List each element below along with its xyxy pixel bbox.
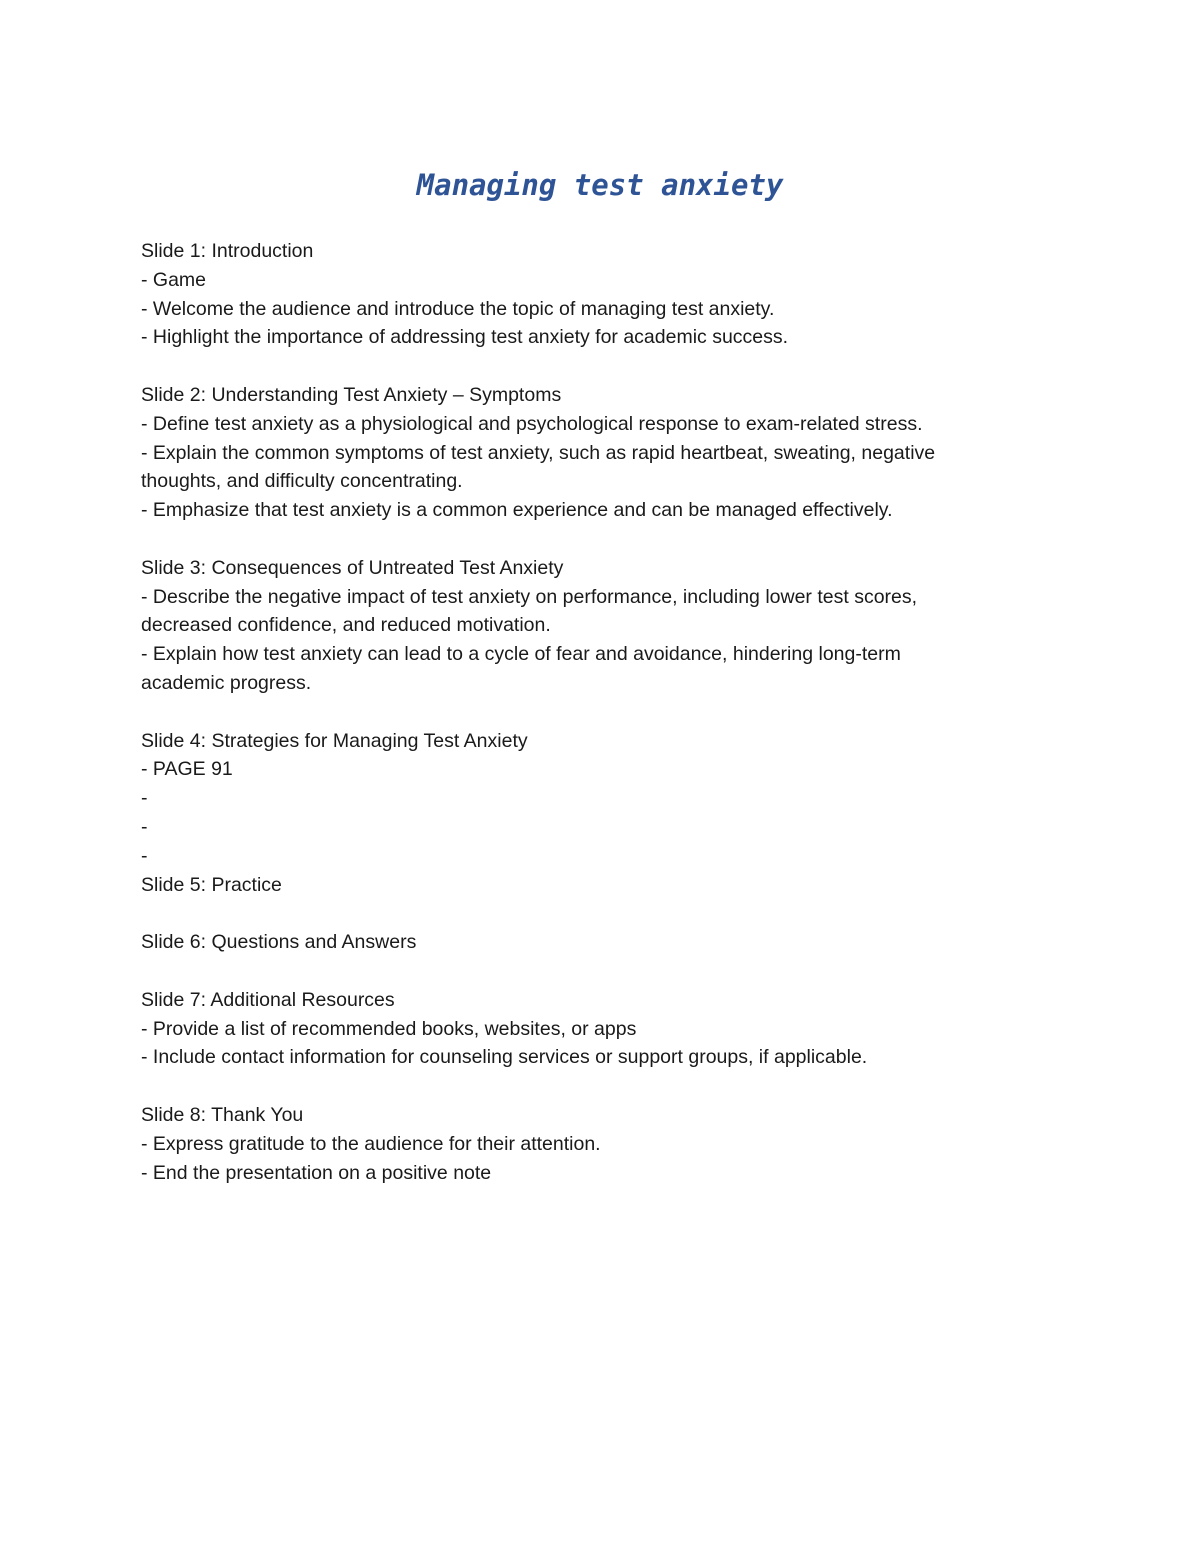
slide-4-line: -: [141, 844, 148, 867]
slide-5-heading: Slide 5: Practice: [141, 873, 282, 896]
slide-2-line: - Explain the common symptoms of test anxiety, such as rapid heartbeat, sweating, negative: [141, 441, 936, 464]
slide-2-line: thoughts, and difficulty concentrating.: [141, 470, 463, 493]
paragraph-gap: [141, 899, 1041, 928]
slide-7-heading: Slide 7: Additional Resources: [141, 988, 395, 1011]
slide-7-line: - Include contact information for counseling services or support groups, if applicable.: [141, 1046, 868, 1069]
slide-3-line: - Describe the negative impact of test anxiety on performance, including lower test scores,: [141, 585, 918, 608]
slide-2-heading: Slide 2: Understanding Test Anxiety – Symptoms: [141, 383, 562, 406]
paragraph-gap: [141, 698, 1041, 727]
paragraph-gap: [141, 525, 1041, 554]
slide-7-line: - Provide a list of recommended books, websites, or apps: [141, 1017, 637, 1040]
slide-3-heading: Slide 3: Consequences of Untreated Test Anxiety: [141, 556, 564, 579]
slide-3-line: - Explain how test anxiety can lead to a cycle of fear and avoidance, hindering long-term: [141, 643, 901, 666]
slide-4-line: -: [141, 787, 148, 810]
slide-1-line: - Welcome the audience and introduce the topic of managing test anxiety.: [141, 297, 775, 320]
document-body: [141, 237, 1041, 1187]
slide-4-line: - PAGE 91: [141, 758, 233, 781]
slide-8-line: - Express gratitude to the audience for their attention.: [141, 1132, 601, 1155]
slide-1-line: - Game: [141, 268, 207, 291]
paragraph-gap: [141, 352, 1041, 381]
slide-8-line: - End the presentation on a positive note: [141, 1161, 492, 1184]
slide-2-line: - Define test anxiety as a physiological and psychological response to exam-related stress.: [141, 412, 923, 435]
slide-6-heading: Slide 6: Questions and Answers: [141, 931, 417, 954]
paragraph-gap: [141, 957, 1041, 986]
paragraph-gap: [141, 1072, 1041, 1101]
slide-1-line: - Highlight the importance of addressing test anxiety for academic success.: [141, 326, 789, 349]
slide-2-line: - Emphasize that test anxiety is a common experience and can be managed effectively.: [141, 499, 893, 522]
slide-4-line: -: [141, 815, 148, 838]
slide-3-line: decreased confidence, and reduced motivation.: [141, 614, 551, 637]
slide-4-heading: Slide 4: Strategies for Managing Test Anxiety: [141, 729, 528, 752]
slide-3-line: academic progress.: [141, 671, 312, 694]
document-title: Managing test anxiety: [416, 168, 784, 202]
slide-8-heading: Slide 8: Thank You: [141, 1103, 304, 1126]
slide-1-heading: Slide 1: Introduction: [141, 240, 314, 262]
